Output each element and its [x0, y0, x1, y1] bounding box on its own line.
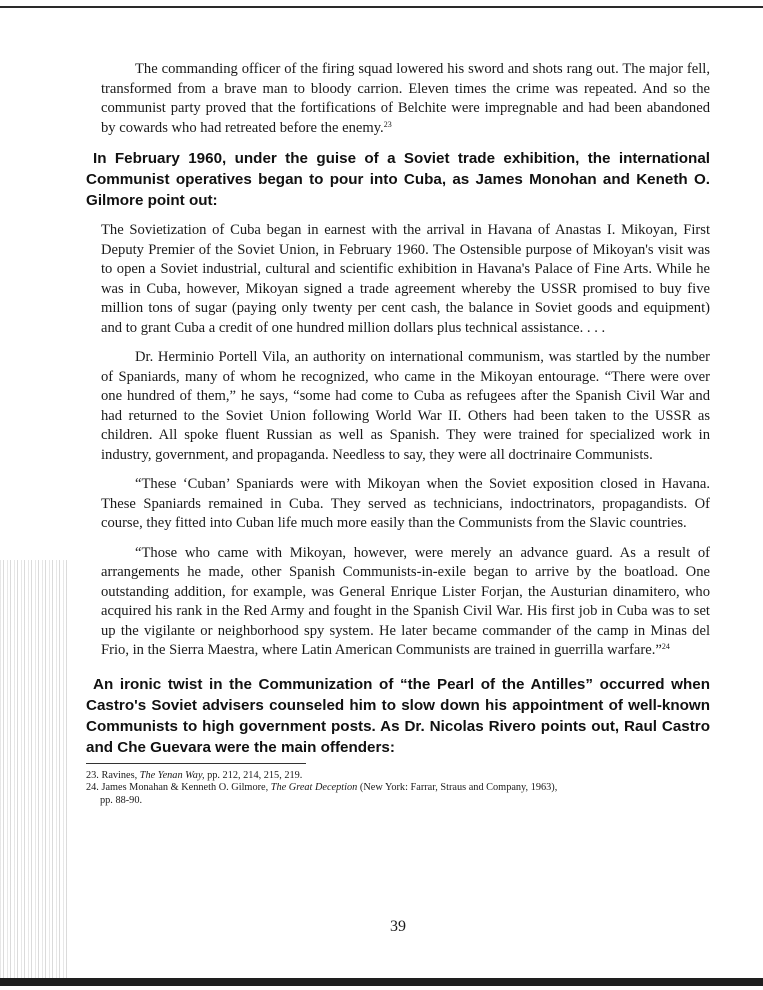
footnote-divider	[86, 763, 306, 764]
quote-paragraph-3: “These ‘Cuban’ Spaniards were with Mikoyan when the Soviet exposition closed in Havana. These Spaniards remained in Cuba. They served as technicians, indoctrinators, propagandists. Of course, they fitted into Cuban life much more easily than the Communists from the Slavic countries.	[101, 476, 710, 531]
footnote-label: 24. James Monahan & Kenneth O. Gilmore,	[86, 782, 269, 793]
footnote-title: The Yenan Way,	[139, 769, 205, 781]
page-body	[86, 60, 710, 935]
footnote-24	[86, 782, 710, 807]
footnote-detail: pp. 212, 214, 215, 219.	[207, 769, 303, 781]
footnote-detail: (New York: Farrar, Straus and Company, 1963),	[359, 782, 558, 793]
lead-paragraph-soviet-exhibition: In February 1960, under the guise of a Soviet trade exhibition, the international Communist operatives began to pour into Cuba, as James Monohan and Keneth O. Gilmore point out:	[86, 150, 710, 209]
bottom-border-rule	[0, 978, 763, 986]
footnote-23	[86, 770, 710, 783]
footnote-ref-24: 24	[661, 642, 670, 651]
quote-text: “Those who came with Mikoyan, however, were merely an advance guard. As a result of arrangements he made, other Spanish Communists-in-exile began to arrive by the boatload. One outstanding addition, for example, was General Enrique Lister Forjan, the Austurian dinamitero, who acquired his rank in the Red Army and fought in the Spanish Civil War. His first job in Cuba was to set up the vigilante or neighborhood spy system. He later became commander of the camp in Minas del Frio, in the Sierra Maestra, where Latin American Communists are trained in guerrilla warfare.”	[101, 544, 710, 658]
quote-paragraph-2: Dr. Herminio Portell Vila, an authority on international communism, was startled by the number of Spaniards, many of whom he recognized, who came in the Mikoyan entourage. “There were over one hundred of them,” he says, “some had come to Cuba as refugees after the Spanish Civil War and had returned to the Soviet Union following World War II. Others had been taken to the USSR as children. All spoke fluent Russian as well as Spanish. They were trained for specialized work in industry, government, and propaganda. Needless to say, they were all doctrinaire Communists.	[101, 349, 710, 463]
quote-paragraph-1: The Sovietization of Cuba began in earnest with the arrival in Havana of Anastas I. Mikoyan, First Deputy Premier of the Soviet Union, in February 1960. The Ostensible purpose of Mikoyan's visit was to open a Soviet industrial, cultural and scientific exhibition in Havana's Palace of Fine Arts. While he was in Cuba, however, Mikoyan signed a trade agreement whereby the USSR promised to buy five million tons of sugar (paying only twenty per cent cash, the balance in Soviet goods and equipment) and to grant Cuba a credit of one hundred million dollars plus technical assistance. . . .	[101, 222, 710, 336]
footnotes	[86, 770, 710, 808]
scan-edge-artifact	[0, 560, 70, 978]
footnote-pages: pp. 88-90.	[100, 794, 143, 806]
footnote-ref-23: 23	[383, 119, 392, 129]
block-quote-sovietization	[86, 221, 710, 661]
footnote-label: 23. Ravines,	[86, 769, 138, 781]
top-border-rule	[0, 6, 763, 8]
footnote-title: The Great Deception	[270, 782, 358, 793]
page-number: 39	[390, 918, 406, 935]
block-quote-belchite	[101, 60, 710, 138]
quote-paragraph-4	[101, 544, 710, 661]
lead-paragraph-ironic-twist: An ironic twist in the Communization of “the Pearl of the Antilles” occurred when Castro's Soviet advisers counseled him to slow down his appointment of well-known Communists to high government posts. As Dr. Nicolas Rivero points out, Raul Castro and Che Guevara were the main offenders:	[86, 675, 710, 756]
quote-text: The commanding officer of the firing squad lowered his sword and shots rang out. The major fell, transformed from a brave man to bloody carrion. Eleven times the crime was repeated. And so the communist party proved that the fortifications of Belchite were impregnable and had been abandoned by cowards who had retreated before the enemy.	[101, 61, 710, 136]
